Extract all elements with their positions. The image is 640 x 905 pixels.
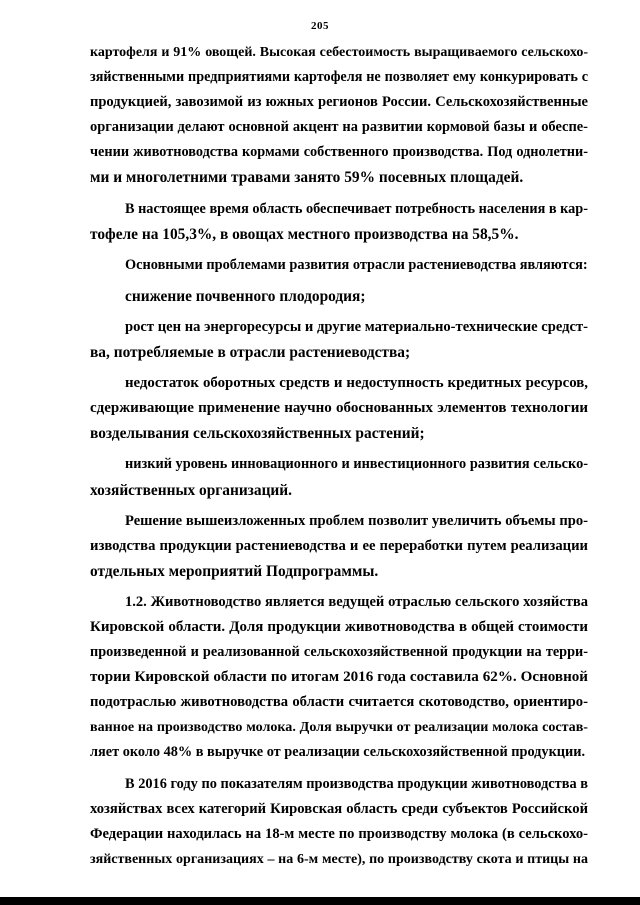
- text-line: Кировской области. Доля продукции животноводства в общей стоимости: [90, 618, 588, 635]
- text-line: Основными проблемами развития отрасли растениеводства являются:: [125, 256, 588, 273]
- text-line: В 2016 году по показателям производства продукции животноводства в: [125, 775, 588, 792]
- text-line: недостаток оборотных средств и недоступность кредитных ресурсов,: [125, 375, 588, 392]
- text-line: Федерации находилась на 18-м месте по производству молока (в сельскохо-: [90, 825, 588, 842]
- document-body: [90, 40, 588, 872]
- text-line: зяйственных организациях – на 6-м месте), по производству скота и птицы на: [90, 851, 588, 867]
- text-line: ляет около 48% в выручке от реализации сельскохозяйственной продукции.: [90, 744, 586, 761]
- paragraph-4: [90, 284, 588, 309]
- text-line: ва, потребляемые в отрасли растениеводства;: [90, 344, 411, 362]
- paragraph-9: [90, 590, 588, 766]
- paragraph-7: [90, 452, 588, 502]
- text-line: подотраслью животноводства области считается скотоводство, ориентиро-: [90, 694, 588, 711]
- text-line: снижение почвенного плодородия;: [125, 287, 366, 305]
- text-line: произведенной и реализованной сельскохозяйственной продукции на терри-: [90, 644, 588, 661]
- text-line: тофеле на 105,3%, в овощах местного производства на 58,5%.: [90, 225, 519, 243]
- paragraph-5: [90, 315, 588, 365]
- text-line: организации делают основной акцент на развитии кормовой базы и обеспе-: [90, 119, 588, 136]
- text-line: чении животноводства кормами собственного производства. Под однолетни-: [90, 144, 588, 161]
- paragraph-2: [90, 197, 588, 247]
- paragraph-8: [90, 509, 588, 584]
- text-line: 1.2. Животноводство является ведущей отраслью сельского хозяйства: [125, 593, 588, 610]
- paragraph-10: [90, 772, 588, 872]
- paragraph-1: [90, 40, 588, 191]
- paragraph-6: [90, 371, 588, 446]
- text-line: продукцией, завозимой из южных регионов России. Сельскохозяйственные: [90, 94, 588, 111]
- text-line: изводства продукции растениеводства и ее переработки путем реализации: [90, 537, 588, 554]
- scan-edge-bar: [0, 897, 640, 905]
- text-line: Решение вышеизложенных проблем позволит увеличить объемы про-: [125, 512, 588, 529]
- text-line: хозяйствах всех категорий Кировская область среди субъектов Российской: [90, 800, 588, 817]
- text-line: ми и многолетними травами занято 59% посевных площадей.: [90, 169, 524, 187]
- text-line: картофеля и 91% овощей. Высокая себестоимость выращиваемого сельскохо-: [90, 45, 588, 60]
- text-line: ванное на производство молока. Доля выручки от реализации молока состав-: [90, 719, 588, 736]
- text-line: В настоящее время область обеспечивает потребность населения в кар-: [125, 200, 588, 217]
- paragraph-3: [90, 253, 588, 278]
- text-line: возделывания сельскохозяйственных растений;: [90, 425, 425, 443]
- text-line: низкий уровень инновационного и инвестиционного развития сельско-: [125, 456, 588, 473]
- page-number: 205: [311, 20, 329, 32]
- text-line: сдерживающие применение научно обоснованных элементов технологии: [90, 400, 588, 417]
- text-line: хозяйственных организаций.: [90, 481, 293, 499]
- text-line: отдельных мероприятий Подпрограммы.: [90, 562, 379, 580]
- text-line: зяйственными предприятиями картофеля не позволяет ему конкурировать с: [90, 69, 588, 86]
- text-line: рост цен на энергоресурсы и другие материально-технические средст-: [125, 318, 588, 335]
- text-line: тории Кировской области по итогам 2016 года составила 62%. Основной: [90, 669, 588, 686]
